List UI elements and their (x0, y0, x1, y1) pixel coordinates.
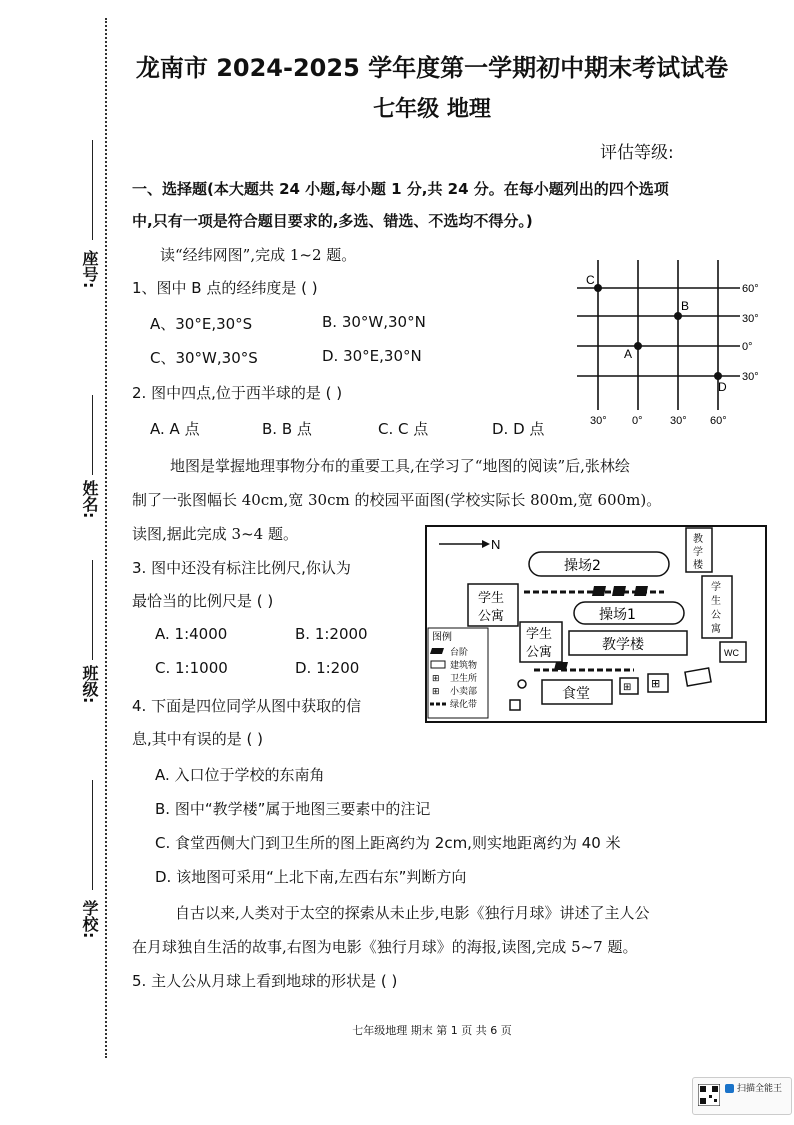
name-label: 姓名: (80, 480, 99, 519)
lon-label-30w: 30° (590, 415, 607, 427)
legend-green-label: 绿化带 (450, 700, 478, 710)
q4-stem-line2: 息,其中有误的是 ( ) (132, 730, 264, 748)
teaching-right-char2: 学 (693, 547, 703, 558)
point-a-label: A (624, 347, 633, 361)
name-underline (92, 395, 93, 475)
q4-option-b[interactable]: B. 图中“教学楼”属于地图三要素中的注记 (155, 800, 431, 818)
class-label: 班级: (80, 665, 99, 704)
section-heading-line2: 中,只有一项是符合题目要求的,多选、错选、不选均不得分。) (132, 212, 533, 230)
wc-label: WC (724, 648, 739, 658)
legend-title: 图例 (432, 632, 452, 643)
school-label: 学校: (80, 900, 99, 939)
exam-subtitle: 七年级 地理 (373, 97, 491, 122)
q1-stem: 1、图中 B 点的经纬度是 ( ) (132, 279, 318, 297)
legend-shop-icon: ⊞ (432, 687, 440, 697)
dorm-right-char2: 生 (711, 596, 721, 607)
teaching-right-char3: 楼 (693, 560, 703, 571)
point-b-label: B (681, 299, 690, 313)
point-a-dot (634, 342, 642, 350)
point-c-dot (594, 284, 602, 292)
dorm-right-char3: 公 (711, 610, 721, 621)
binding-dotted-line (105, 18, 107, 1058)
campus-map-figure (424, 524, 769, 724)
grade-label: 评估等级: (600, 143, 674, 163)
canteen-label: 食堂 (562, 686, 590, 702)
lat-label-30s: 30° (742, 371, 759, 383)
scanner-badge (692, 1077, 792, 1115)
passage2-line2: 制了一张图幅长 40cm,宽 30cm 的校园平面图(学校实际长 800m,宽 600m)。 (132, 491, 662, 509)
passage3-line2: 在月球独自生活的故事,右图为电影《独行月球》的海报,读图,完成 5~7 题。 (132, 938, 638, 956)
scanner-logo-icon (725, 1084, 734, 1093)
q2-option-d[interactable]: D. D 点 (492, 420, 545, 438)
lon-label-30e: 30° (670, 415, 687, 427)
point-d-label: D (718, 380, 727, 394)
point-b-dot (674, 312, 682, 320)
section-heading-line1: 一、选择题(本大题共 24 小题,每小题 1 分,共 24 分。在每小题列出的四个选项 (132, 180, 669, 198)
q3-option-b[interactable]: B. 1:2000 (295, 625, 368, 643)
q4-option-d[interactable]: D. 该地图可采用“上北下南,左西右东”判断方向 (155, 868, 467, 886)
lat-label-60n: 60° (742, 283, 759, 295)
lat-label-0: 0° (742, 341, 753, 353)
intro-q1-2: 读“经纬网图”,完成 1~2 题。 (160, 246, 357, 264)
teaching-right-char1: 教 (693, 534, 703, 545)
north-label: N (491, 537, 501, 552)
point-c-label: C (586, 273, 595, 287)
dorm-mid-line1: 学生 (526, 627, 553, 642)
q4-stem-line1: 4. 下面是四位同学从图中获取的信 (132, 697, 362, 715)
legend-clinic-label: 卫生所 (450, 674, 478, 684)
seat-label: 座号: (80, 250, 99, 289)
legend-building-label: 建筑物 (450, 661, 478, 671)
legend-shop-label: 小卖部 (450, 687, 478, 697)
dorm-mid-line2: 公寓 (526, 645, 553, 660)
seat-underline (92, 140, 93, 240)
playground2-label: 操场2 (564, 558, 601, 574)
q1-option-c[interactable]: C、30°W,30°S (150, 349, 258, 367)
legend-steps-label: 台阶 (450, 648, 469, 658)
exam-title: 龙南市 2024-2025 学年度第一学期初中期末考试试卷 (135, 54, 729, 82)
q2-option-c[interactable]: C. C 点 (378, 420, 429, 438)
qr-code-icon (698, 1084, 720, 1106)
legend-clinic-icon: ⊞ (432, 674, 440, 684)
point-d-dot (714, 372, 722, 380)
q4-option-c[interactable]: C. 食堂西侧大门到卫生所的图上距离约为 2cm,则实地距离约为 40 米 (155, 834, 621, 852)
q3-stem-line2: 最恰当的比例尺是 ( ) (132, 592, 274, 610)
dorm-left-line2: 公寓 (478, 609, 505, 624)
teaching-main-label: 教学楼 (602, 637, 644, 653)
q1-option-a[interactable]: A、30°E,30°S (150, 315, 253, 333)
passage2-line1: 地图是掌握地理事物分布的重要工具,在学习了“地图的阅读”后,张林绘 (170, 457, 630, 475)
passage3-line1: 自古以来,人类对于太空的探索从未止步,电影《独行月球》讲述了主人公 (175, 904, 650, 922)
legend-steps-icon (430, 648, 444, 654)
passage2-line3: 读图,据此完成 3~4 题。 (132, 525, 298, 543)
gate-square (510, 700, 520, 710)
dorm-right-char1: 学 (711, 582, 721, 593)
q5-stem: 5. 主人公从月球上看到地球的形状是 ( ) (132, 972, 398, 990)
playground1-label: 操场1 (599, 607, 636, 623)
dorm-right-char4: 寓 (711, 624, 721, 635)
q3-option-d[interactable]: D. 1:200 (295, 659, 360, 677)
legend-building-icon (431, 661, 445, 668)
q1-option-d[interactable]: D. 30°E,30°N (322, 347, 422, 365)
q1-option-b[interactable]: B. 30°W,30°N (322, 313, 426, 331)
page-footer: 七年级地理 期末 第 1 页 共 6 页 (352, 1024, 512, 1037)
grid-lines (577, 260, 740, 410)
shop-icon: ⊞ (651, 677, 661, 690)
q3-option-a[interactable]: A. 1:4000 (155, 625, 228, 643)
lat-lon-grid-figure (572, 260, 772, 435)
dorm-left-line1: 学生 (478, 591, 505, 606)
q2-option-b[interactable]: B. B 点 (262, 420, 312, 438)
q4-option-a[interactable]: A. 入口位于学校的东南角 (155, 766, 325, 784)
steps-top (592, 586, 648, 596)
lon-label-0: 0° (632, 415, 643, 427)
school-underline (92, 780, 93, 890)
q3-option-c[interactable]: C. 1:1000 (155, 659, 228, 677)
class-underline (92, 560, 93, 660)
lon-label-60e: 60° (710, 415, 727, 427)
q2-stem: 2. 图中四点,位于西半球的是 ( ) (132, 384, 343, 402)
clinic-icon: ⊞ (623, 682, 632, 693)
q2-option-a[interactable]: A. A 点 (150, 420, 200, 438)
q3-stem-line1: 3. 图中还没有标注比例尺,你认为 (132, 559, 351, 577)
scanner-badge-text: 扫描全能王 (737, 1084, 783, 1094)
lat-label-30n: 30° (742, 313, 759, 325)
